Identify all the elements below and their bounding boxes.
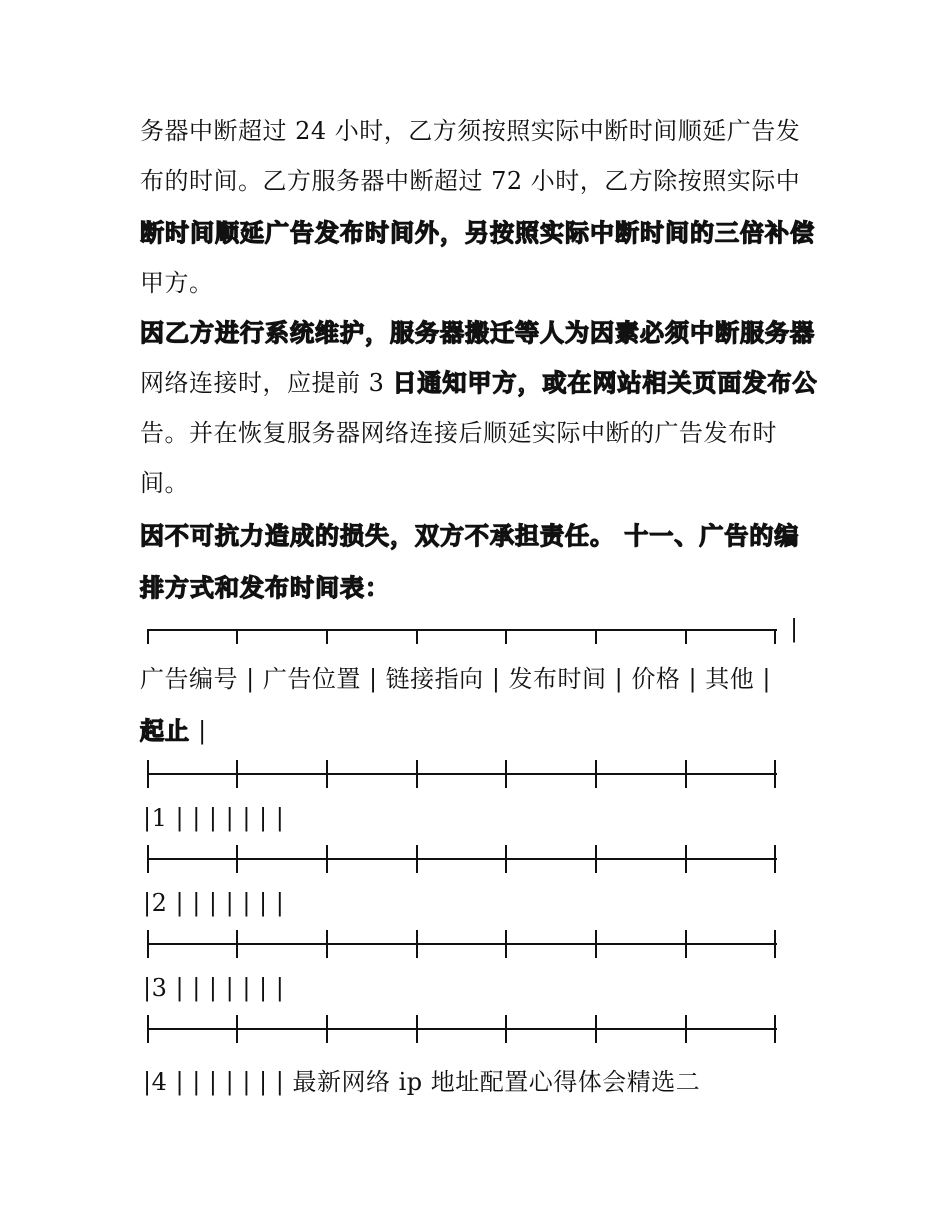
paragraph-line-4: 甲方。 xyxy=(140,269,214,297)
paragraph-line-9: 因不可抗力造成的损失，双方不承担责任。 十一、广告的编 xyxy=(140,522,800,550)
table-header-line-2 xyxy=(140,716,207,746)
table-row-2: |2 | | | | | | | xyxy=(143,889,285,917)
table-header-line: 广告编号 | 广告位置 | 链接指向 | 发布时间 | 价格 | 其他 | xyxy=(140,665,771,693)
paragraph-line-2: 布的时间。乙方服务器中断超过 72 小时，乙方除按照实际中 xyxy=(140,167,801,195)
table-top-rule xyxy=(147,626,777,646)
paragraph-line-1: 务器中断超过 24 小时，乙方须按照实际中断时间顺延广告发 xyxy=(140,117,801,145)
table-rule-2 xyxy=(147,845,777,865)
table-rule-4 xyxy=(147,1015,777,1035)
paragraph-line-5: 因乙方进行系统维护，服务器搬迁等人为因素必须中断服务器 xyxy=(140,319,815,347)
paragraph-line-6-plain: 网络连接时，应提前 3 xyxy=(140,369,393,397)
paragraph-line-7: 告。并在恢复服务器网络连接后顺延实际中断的广告发布时 xyxy=(140,419,777,447)
paragraph-line-6 xyxy=(140,368,818,398)
paragraph-line-8: 间。 xyxy=(140,469,189,497)
table-rule-3 xyxy=(147,930,777,950)
table-row-4: |4 | | | | | | | 最新网络 ip 地址配置心得体会精选二 xyxy=(143,1068,701,1096)
paragraph-line-10: 排方式和发布时间表： xyxy=(140,574,390,602)
table-row-3: |3 | | | | | | | xyxy=(143,974,285,1002)
table-top-right-mark: | xyxy=(790,615,799,643)
table-row-1: |1 | | | | | | | xyxy=(143,804,285,832)
table-rule-1 xyxy=(147,760,777,780)
paragraph-line-3: 断时间顺延广告发布时间外，另按照实际中断时间的三倍补偿 xyxy=(140,219,815,247)
table-header-qizhi: 起止 xyxy=(140,717,190,745)
table-header-end-bar: | xyxy=(190,717,207,745)
paragraph-line-6-hollow: 日通知甲方，或在网站相关页面发布公 xyxy=(392,369,818,397)
